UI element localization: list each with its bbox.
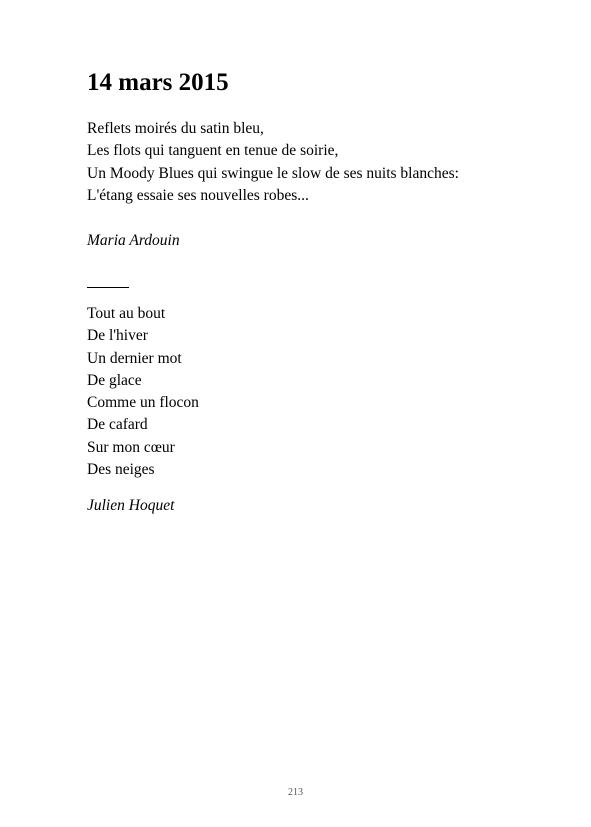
section-separator — [87, 287, 129, 288]
poem-2-stanza — [87, 303, 199, 481]
poem-line: Comme un flocon — [87, 394, 199, 412]
page-number: 213 — [288, 787, 303, 798]
poem-line: Des neiges — [87, 461, 155, 479]
poem-1-stanza — [87, 118, 459, 207]
page-title: 14 mars 2015 — [87, 69, 229, 96]
poem-line: Un Moody Blues qui swingue le slow de ses nuits blanches: — [87, 164, 459, 182]
poem-1-author: Maria Ardouin — [87, 232, 180, 249]
poem-2-author: Julien Hoquet — [87, 497, 175, 514]
poem-line: De l'hiver — [87, 327, 148, 345]
poem-line: De cafard — [87, 416, 148, 434]
poem-line: Sur mon cœur — [87, 438, 175, 456]
poem-line: Les flots qui tanguent en tenue de soirie, — [87, 142, 339, 160]
poem-line: Reflets moirés du satin bleu, — [87, 120, 264, 137]
poem-line: Tout au bout — [87, 305, 166, 322]
poem-line: Un dernier mot — [87, 349, 182, 367]
poem-line: L'étang essaie ses nouvelles robes... — [87, 186, 309, 204]
poem-line: De glace — [87, 371, 142, 389]
